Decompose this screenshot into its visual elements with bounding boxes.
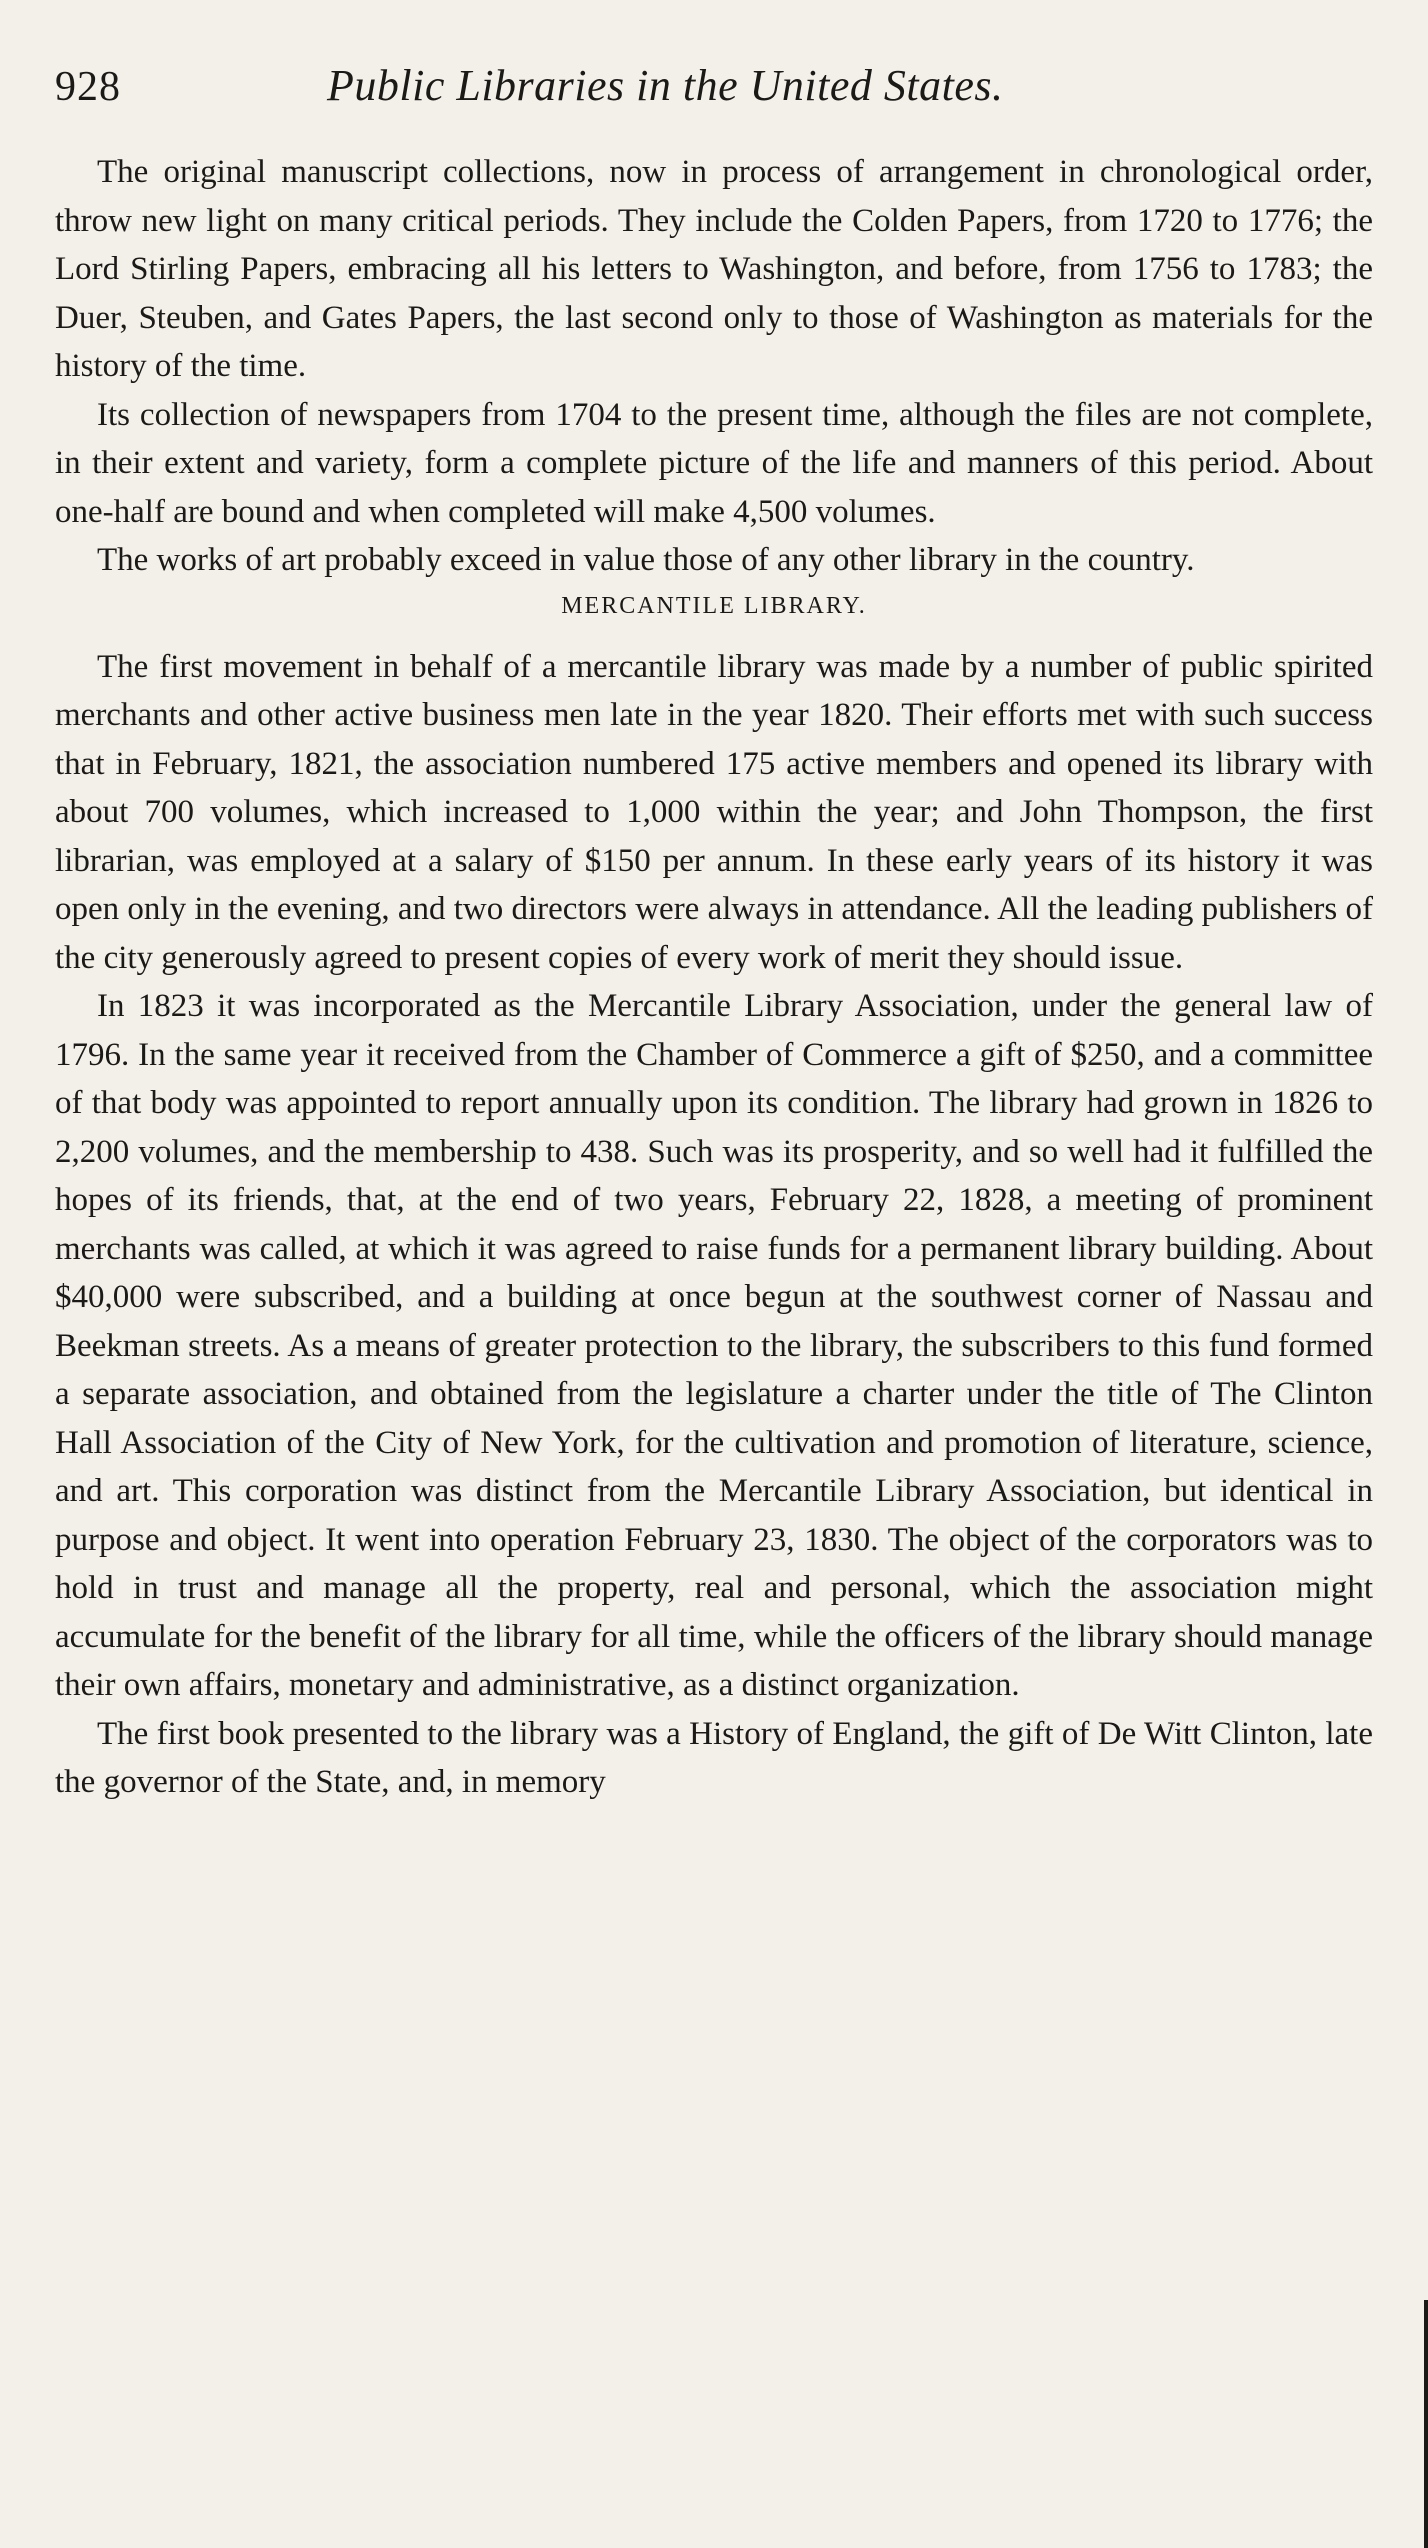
book-page (55, 60, 1373, 1807)
paragraph-first-book: The first book presented to the library was a History of England, the gift of De Witt Clinton, late the governor of the State, and, in memory (55, 1715, 1373, 1800)
page-edge-mark (1424, 2300, 1428, 2548)
paragraph-incorporation: In 1823 it was incorporated as the Mercantile Library Association, under the general law of 1796. In the same year it received from the Chamber of Commerce a gift of $250, and a committee of that body was appointed to report annually upon its condition. The library had grown in 1826 to 2,200 volumes, and the membership to 438. Such was its prosperity, and so well had it fulfilled the hopes of its friends, that, at the end of two years, February 22, 1828, a meeting of prominent merchants was called, at which it was agreed to raise funds for a permanent library building. About $40,000 were subscribed, and a building at once begun at the southwest corner of Nassau and Beekman streets. As a means of greater protection to the library, the subscribers to this fund formed a separate association, and obtained from the legislature a charter under the title of The Clinton Hall Association of the City of New York, for the cultivation and promotion of literature, science, and art. This corporation was distinct from the Mercantile Library Association, but identical in purpose and object. It went into operation February 23, 1830. The object of the corporators was to hold in trust and manage all the property, real and personal, which the association might accumulate for the benefit of the library for all time, while the officers of the library should manage their own affairs, monetary and administrative, as a distinct organization. (55, 988, 1373, 1703)
paragraph-works-of-art: The works of art probably exceed in value those of any other library in the country. (97, 542, 1195, 578)
paragraph-first-movement: The first movement in behalf of a mercantile library was made by a number of public spirited merchants and other active business men late in the year 1820. Their efforts met with such success that in February, 1821, the association numbered 175 active members and opened its library with about 700 volumes, which increased to 1,000 within the year; and John Thompson, the first librarian, was employed at a salary of $150 per annum. In these early years of its history it was open only in the evening, and two directors were always in attendance. All the leading publishers of the city generously agreed to present copies of every work of merit they should issue. (55, 648, 1373, 976)
page-header (55, 60, 1373, 130)
running-title: Public Libraries in the United States. (327, 61, 1004, 110)
paragraph-newspapers: Its collection of newspapers from 1704 to the present time, although the files are not complete, in their extent and variety, form a complete picture of the life and manners of this period. About one-half are bound and when completed will make 4,500 volumes. (55, 396, 1373, 530)
body-text (55, 148, 1373, 1807)
paragraph-manuscripts: The original manuscript collections, now in process of arrangement in chronological order, throw new light on many critical periods. They include the Colden Papers, from 1720 to 1776; the Lord Stirling Papers, embracing all his letters to Washington, and before, from 1756 to 1783; the Duer, Steuben, and Gates Papers, the last second only to those of Washington as materials for the history of the time. (55, 154, 1373, 384)
section-heading: MERCANTILE LIBRARY. (561, 592, 867, 619)
page-number: 928 (55, 64, 121, 110)
